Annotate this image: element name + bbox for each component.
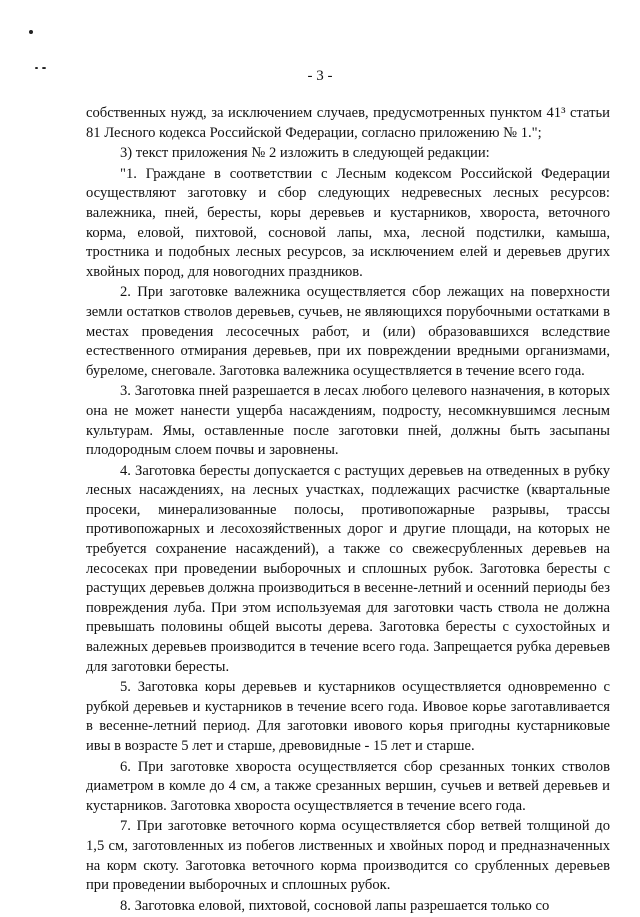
paragraph: 2. При заготовке валежника осуществляется сбор лежащих на поверхности земли остатков стволов деревьев, сучьев, не являющихся порубочными остатками в местах проведения лесосечных работ, и (или) образовавшихся вследствие естественного отмирания деревьев, при их повреждении вредными организмами, буреломе, снеговале. Заготовка валежника осуществляется в течение всего года.	[86, 284, 610, 379]
paragraph: 4. Заготовка бересты допускается с растущих деревьев на отведенных в рубку лесных насаждениях, на лесных участках, подлежащих расчистке (квартальные просеки, минерализованные полосы, противопожарные разрывы, трассы противопожарных и лесохозяйственных дорог и другие площади, на которых не требуется сохранение насаждений), а также со свежесрубленных деревьев на лесосеках при проведении выборочных и сплошных рубок. Заготовка бересты с растущих деревьев должна производиться в весенне-летний и осенний периоды без повреждения луба. При этом используемая для заготовки часть ствола не должна превышать половины общей высоты дерева. Заготовка бересты с сухостойных и валежных деревьев производится в течение всего года. Запрещается рубка деревьев для заготовки бересты.	[86, 462, 610, 675]
paragraph: 7. При заготовке веточного корма осуществляется сбор ветвей толщиной до 1,5 см, заготовленных из побегов лиственных и хвойных пород и предназначенных на корм скоту. Заготовка веточного корма производится со срубленных деревьев при проведении выборочных и сплошных рубок.	[86, 818, 610, 894]
paragraph: 5. Заготовка коры деревьев и кустарников осуществляется одновременно с рубкой деревьев и кустарников в течение всего года. Ивовое корье заготавливается в весенне-летний период. Для заготовки ивового корья пригодны кустарниковые ивы в возрасте 5 лет и старше, древовидные - 15 лет и старше.	[86, 679, 610, 754]
paragraph: 8. Заготовка еловой, пихтовой, сосновой лапы разрешается только со	[120, 897, 550, 914]
paragraph: собственных нужд, за исключением случаев, предусмотренных пунктом 41³ статьи 81 Лесного кодекса Российской Федерации, согласно приложению № 1.";	[86, 105, 610, 141]
page-number: - 3 -	[307, 68, 333, 84]
paragraph: 6. При заготовке хвороста осуществляется сбор срезанных тонких стволов диаметром в комле до 4 см, а также срезанных вершин, сучьев и ветвей деревьев и кустарников. Заготовка хвороста осуществляется в течение всего года.	[86, 758, 610, 814]
scan-speck	[29, 30, 33, 34]
document-body	[86, 104, 610, 917]
paragraph: 3) текст приложения № 2 изложить в следующей редакции:	[120, 145, 490, 162]
paragraph: "1. Граждане в соответствии с Лесным кодексом Российской Федерации осуществляют заготовку и сбор следующих недревесных лесных ресурсов: валежника, пней, бересты, коры деревьев и кустарников, хвороста, веточного корма, еловой, пихтовой, сосновой лапы, мха, лесной подстилки, камыша, тростника и подобных лесных ресурсов, за исключением елей и деревьев других хвойных пород, для новогодних праздников.	[86, 165, 610, 280]
paragraph: 3. Заготовка пней разрешается в лесах любого целевого назначения, в которых она не может нанести ущерба насаждениям, подросту, несомкнувшимся лесным культурам. Ямы, оставленные после заготовки пней, должны быть засыпаны плодородным слоем почвы и заровнены.	[86, 383, 610, 459]
